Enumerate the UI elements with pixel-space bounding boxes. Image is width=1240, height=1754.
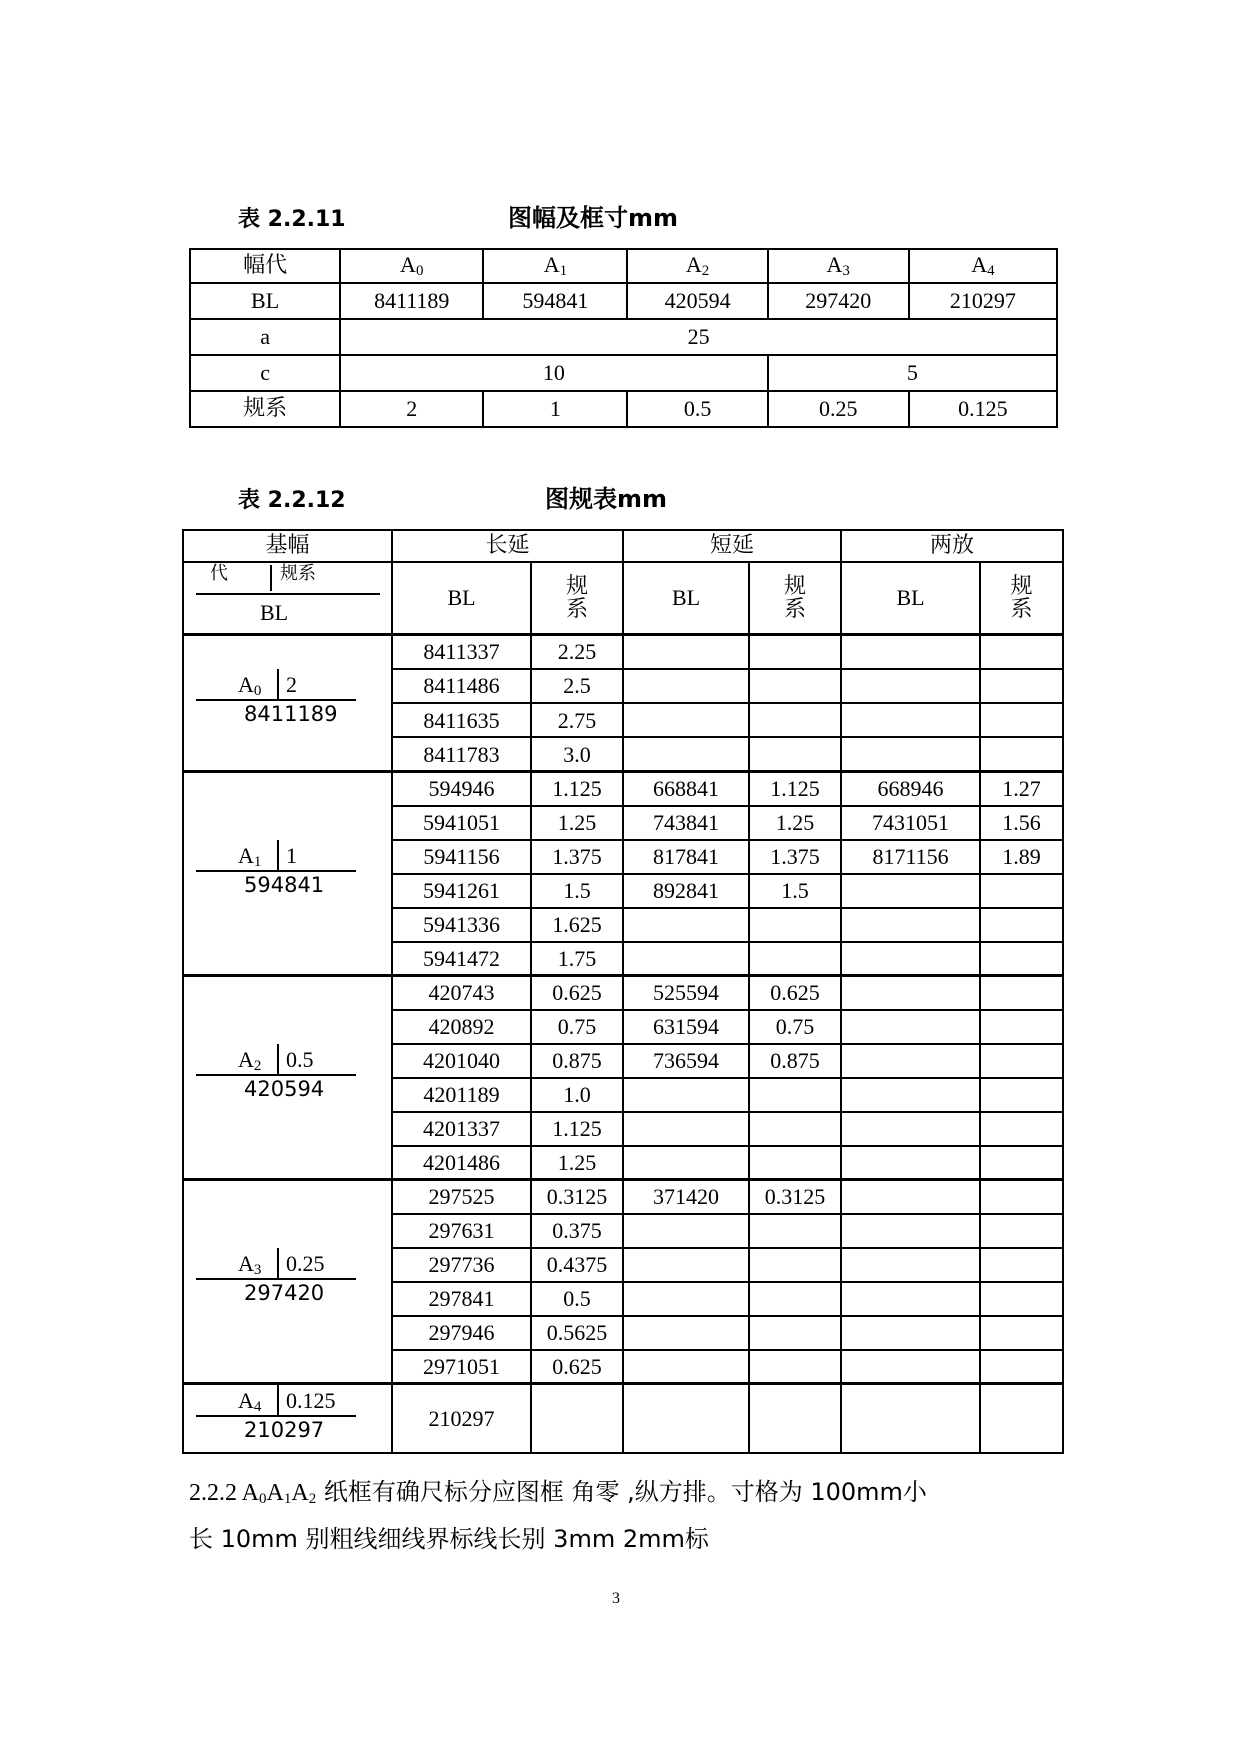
scale-cell: 0.125 — [909, 391, 1057, 427]
bl-cell — [841, 976, 980, 1010]
group-scale: 0.5 — [286, 1046, 314, 1072]
bl-cell: 371420 — [623, 1180, 749, 1214]
scale-cell: 1.75 — [531, 942, 623, 976]
group-hline — [196, 1278, 356, 1280]
bl-cell: 5941156 — [392, 840, 531, 874]
page-number: 3 — [612, 1590, 620, 1607]
scale-cell — [749, 1248, 841, 1282]
scale-cell — [980, 1180, 1063, 1214]
size-header: $A_4$ — [909, 249, 1057, 283]
scale-cell: 0.4375 — [531, 1248, 623, 1282]
bl-cell: 743841 — [623, 806, 749, 840]
diag-vline — [270, 565, 272, 591]
scale-cell — [749, 1316, 841, 1350]
bl-cell — [841, 737, 980, 771]
bl-cell: 7431051 — [841, 806, 980, 840]
size-header: $A_3$ — [768, 249, 909, 283]
scale-cell — [980, 1316, 1063, 1350]
bl-cell — [623, 1146, 749, 1180]
scale-cell: 1.27 — [980, 772, 1063, 806]
group-scale: 0.125 — [286, 1387, 336, 1413]
scale-cell: 1.25 — [531, 1146, 623, 1180]
scale-cell — [749, 1146, 841, 1180]
bl-cell — [841, 703, 980, 737]
scale-cell — [749, 1112, 841, 1146]
bl-cell: 631594 — [623, 1010, 749, 1044]
bl-cell — [841, 1146, 980, 1180]
row-label: a — [190, 319, 340, 355]
bl-cell: 210297 — [909, 283, 1057, 319]
table-scale-sizes — [182, 529, 1064, 1454]
table-row — [183, 1384, 1063, 1454]
group-size-name: $A_2$ — [238, 1046, 262, 1074]
group-cell — [183, 1384, 392, 1454]
bl-cell: 8171156 — [841, 840, 980, 874]
scale-cell — [749, 942, 841, 976]
scale-cell — [749, 1384, 841, 1454]
bl-cell — [623, 1248, 749, 1282]
group-hline — [196, 699, 356, 701]
col-scale: 规 系 — [749, 562, 841, 635]
scale-cell — [980, 942, 1063, 976]
bl-cell — [623, 1350, 749, 1384]
scale-cell — [980, 635, 1063, 669]
bl-cell: 668946 — [841, 772, 980, 806]
group-hline — [196, 870, 356, 872]
scale-cell — [980, 1350, 1063, 1384]
header-cell: 幅代 — [190, 249, 340, 283]
diag-right: 规系 — [280, 563, 316, 584]
scale-cell: 0.5 — [627, 391, 767, 427]
bl-cell: 297631 — [392, 1214, 531, 1248]
scale-cell: 1.25 — [531, 806, 623, 840]
table2-title: 图规表mm — [545, 485, 668, 513]
scale-cell: 0.375 — [531, 1214, 623, 1248]
group-bl: 594841 — [244, 872, 325, 897]
head-base: 基幅 — [183, 530, 392, 562]
scale-cell — [980, 1078, 1063, 1112]
scale-cell: 1.25 — [749, 806, 841, 840]
scale-cell: 1.125 — [749, 772, 841, 806]
scale-cell — [980, 703, 1063, 737]
bl-cell: 525594 — [623, 976, 749, 1010]
scale-cell: 2 — [340, 391, 483, 427]
scale-cell: 1.5 — [749, 874, 841, 908]
scale-cell — [980, 1010, 1063, 1044]
group-bl: 8411189 — [244, 702, 338, 726]
row-label: BL — [190, 283, 340, 319]
group-hline — [196, 1415, 356, 1417]
scale-cell: 0.25 — [768, 391, 909, 427]
scale-cell — [749, 703, 841, 737]
scale-cell: 0.875 — [749, 1044, 841, 1078]
scale-cell — [980, 1044, 1063, 1078]
scale-cell: 1.625 — [531, 908, 623, 942]
bl-cell — [623, 703, 749, 737]
diag-left: 代 — [210, 563, 228, 584]
bl-cell — [623, 1214, 749, 1248]
bl-cell: 4201189 — [392, 1078, 531, 1112]
bl-cell: 297736 — [392, 1248, 531, 1282]
bl-cell — [841, 1350, 980, 1384]
group-divider — [277, 1044, 279, 1074]
table2-label: 表 2.2.12 — [238, 488, 346, 513]
scale-cell: 0.625 — [749, 976, 841, 1010]
scale-cell — [749, 1214, 841, 1248]
paragraph-line-2: 长 10mm 别粗线细线界标线长别 3mm 2mm标 — [189, 1525, 709, 1553]
bl-cell: 892841 — [623, 874, 749, 908]
group-size-name: $A_3$ — [238, 1250, 262, 1278]
bl-cell — [841, 669, 980, 703]
group-bl: 210297 — [244, 1417, 325, 1442]
scale-cell: 1.375 — [749, 840, 841, 874]
scale-cell: 1.125 — [531, 772, 623, 806]
group-scale: 1 — [286, 842, 297, 868]
scale-cell — [980, 976, 1063, 1010]
bl-cell: 297946 — [392, 1316, 531, 1350]
bl-cell: 5941472 — [392, 942, 531, 976]
bl-cell: 2971051 — [392, 1350, 531, 1384]
scale-cell — [980, 737, 1063, 771]
scale-cell: 0.75 — [749, 1010, 841, 1044]
bl-cell — [841, 1214, 980, 1248]
scale-cell: 1.56 — [980, 806, 1063, 840]
scale-cell: 0.5 — [531, 1282, 623, 1316]
diag-hline — [196, 593, 380, 595]
table-row — [183, 976, 1063, 1010]
group-cell — [183, 635, 392, 772]
scale-cell: 0.625 — [531, 1350, 623, 1384]
group-divider — [277, 1248, 279, 1278]
scale-cell: 1.89 — [980, 840, 1063, 874]
bl-cell: 420892 — [392, 1010, 531, 1044]
size-header: $A_1$ — [483, 249, 627, 283]
bl-cell: 8411783 — [392, 737, 531, 771]
bl-cell — [623, 942, 749, 976]
head-both: 两放 — [841, 530, 1063, 562]
a-cell: 25 — [340, 319, 1057, 355]
scale-cell — [980, 908, 1063, 942]
col-bl: BL — [841, 562, 980, 635]
group-divider — [277, 669, 279, 699]
scale-cell — [980, 874, 1063, 908]
bl-cell — [623, 1112, 749, 1146]
group-scale: 0.25 — [286, 1250, 325, 1276]
bl-cell — [623, 1282, 749, 1316]
scale-cell — [749, 1078, 841, 1112]
scale-cell — [980, 1146, 1063, 1180]
head-long: 长延 — [392, 530, 623, 562]
bl-cell — [841, 1180, 980, 1214]
table-paper-sizes — [189, 248, 1058, 428]
scale-cell: 1.0 — [531, 1078, 623, 1112]
table1-title: 图幅及框寸mm — [508, 204, 679, 232]
group-cell — [183, 772, 392, 976]
bl-cell: 594841 — [483, 283, 627, 319]
scale-cell: 0.3125 — [749, 1180, 841, 1214]
scale-cell: 2.75 — [531, 703, 623, 737]
group-divider — [277, 1385, 279, 1415]
scale-cell — [749, 1282, 841, 1316]
group-cell — [183, 976, 392, 1180]
group-size-name: $A_1$ — [238, 842, 262, 870]
bl-cell: 8411189 — [340, 283, 483, 319]
paragraph-line-1: 2.2.2 $A_0A_1A_2$ 纸框有确尺标分应图框 角零 ,纵方排。寸格为 100mm小 — [189, 1478, 927, 1507]
bl-cell: 210297 — [392, 1384, 531, 1454]
bl-cell: 4201337 — [392, 1112, 531, 1146]
bl-cell — [623, 1078, 749, 1112]
c-cell: 5 — [768, 355, 1057, 391]
group-hline — [196, 1074, 356, 1076]
row-label: c — [190, 355, 340, 391]
group-size-name: $A_4$ — [238, 1387, 262, 1415]
table-row — [183, 1180, 1063, 1214]
bl-cell: 5941051 — [392, 806, 531, 840]
c-cell: 10 — [340, 355, 767, 391]
scale-cell — [749, 1350, 841, 1384]
scale-cell — [531, 1384, 623, 1454]
col-bl: BL — [623, 562, 749, 635]
bl-cell: 4201040 — [392, 1044, 531, 1078]
head-diagonal-cell — [183, 562, 392, 635]
scale-cell: 0.875 — [531, 1044, 623, 1078]
scale-cell: 1.5 — [531, 874, 623, 908]
col-scale: 规 系 — [980, 562, 1063, 635]
bl-cell — [841, 942, 980, 976]
bl-cell: 817841 — [623, 840, 749, 874]
scale-cell: 0.625 — [531, 976, 623, 1010]
scale-cell: 0.3125 — [531, 1180, 623, 1214]
bl-cell — [623, 908, 749, 942]
bl-cell — [623, 1384, 749, 1454]
scale-cell: 2.5 — [531, 669, 623, 703]
group-size-name: $A_0$ — [238, 672, 262, 699]
bl-cell — [841, 1248, 980, 1282]
group-cell — [183, 1180, 392, 1384]
scale-cell — [980, 669, 1063, 703]
scale-cell — [980, 1214, 1063, 1248]
bl-cell: 8411486 — [392, 669, 531, 703]
bl-cell — [841, 1010, 980, 1044]
scale-cell — [980, 1112, 1063, 1146]
bl-cell: 5941261 — [392, 874, 531, 908]
size-header: $A_0$ — [340, 249, 483, 283]
bl-cell — [623, 1316, 749, 1350]
bl-cell — [623, 635, 749, 669]
scale-cell: 1.125 — [531, 1112, 623, 1146]
bl-cell: 297525 — [392, 1180, 531, 1214]
scale-cell: 1.375 — [531, 840, 623, 874]
bl-cell: 5941336 — [392, 908, 531, 942]
scale-cell — [749, 908, 841, 942]
bl-cell: 668841 — [623, 772, 749, 806]
col-scale: 规 系 — [531, 562, 623, 635]
bl-cell — [623, 737, 749, 771]
bl-cell — [841, 874, 980, 908]
bl-cell: 8411635 — [392, 703, 531, 737]
group-bl: 420594 — [244, 1076, 325, 1101]
diag-bottom: BL — [260, 600, 289, 625]
col-bl: BL — [392, 562, 531, 635]
bl-cell: 297841 — [392, 1282, 531, 1316]
scale-cell — [749, 669, 841, 703]
bl-cell: 420594 — [627, 283, 767, 319]
bl-cell — [841, 1282, 980, 1316]
group-scale: 2 — [286, 672, 297, 697]
scale-cell — [749, 737, 841, 771]
bl-cell — [841, 1316, 980, 1350]
bl-cell — [841, 1112, 980, 1146]
table-row — [183, 772, 1063, 806]
paragraph — [189, 1472, 1089, 1559]
row-label: 规系 — [190, 391, 340, 427]
bl-cell: 736594 — [623, 1044, 749, 1078]
bl-cell — [841, 1044, 980, 1078]
bl-cell: 594946 — [392, 772, 531, 806]
scale-cell — [980, 1282, 1063, 1316]
scale-cell: 2.25 — [531, 635, 623, 669]
bl-cell — [841, 908, 980, 942]
scale-cell: 1 — [483, 391, 627, 427]
table2-body — [183, 635, 1063, 1454]
scale-cell — [980, 1248, 1063, 1282]
size-header: $A_2$ — [627, 249, 767, 283]
table-row — [183, 635, 1063, 669]
group-divider — [277, 840, 279, 870]
table1-label: 表 2.2.11 — [238, 207, 346, 232]
bl-cell — [841, 635, 980, 669]
scale-cell: 3.0 — [531, 737, 623, 771]
bl-cell — [841, 1384, 980, 1454]
scale-cell — [980, 1384, 1063, 1454]
bl-cell: 4201486 — [392, 1146, 531, 1180]
bl-cell: 8411337 — [392, 635, 531, 669]
scale-cell — [749, 635, 841, 669]
bl-cell: 297420 — [768, 283, 909, 319]
head-short: 短延 — [623, 530, 841, 562]
bl-cell: 420743 — [392, 976, 531, 1010]
scale-cell: 0.5625 — [531, 1316, 623, 1350]
bl-cell — [623, 669, 749, 703]
bl-cell — [841, 1078, 980, 1112]
group-bl: 297420 — [244, 1280, 325, 1305]
scale-cell: 0.75 — [531, 1010, 623, 1044]
